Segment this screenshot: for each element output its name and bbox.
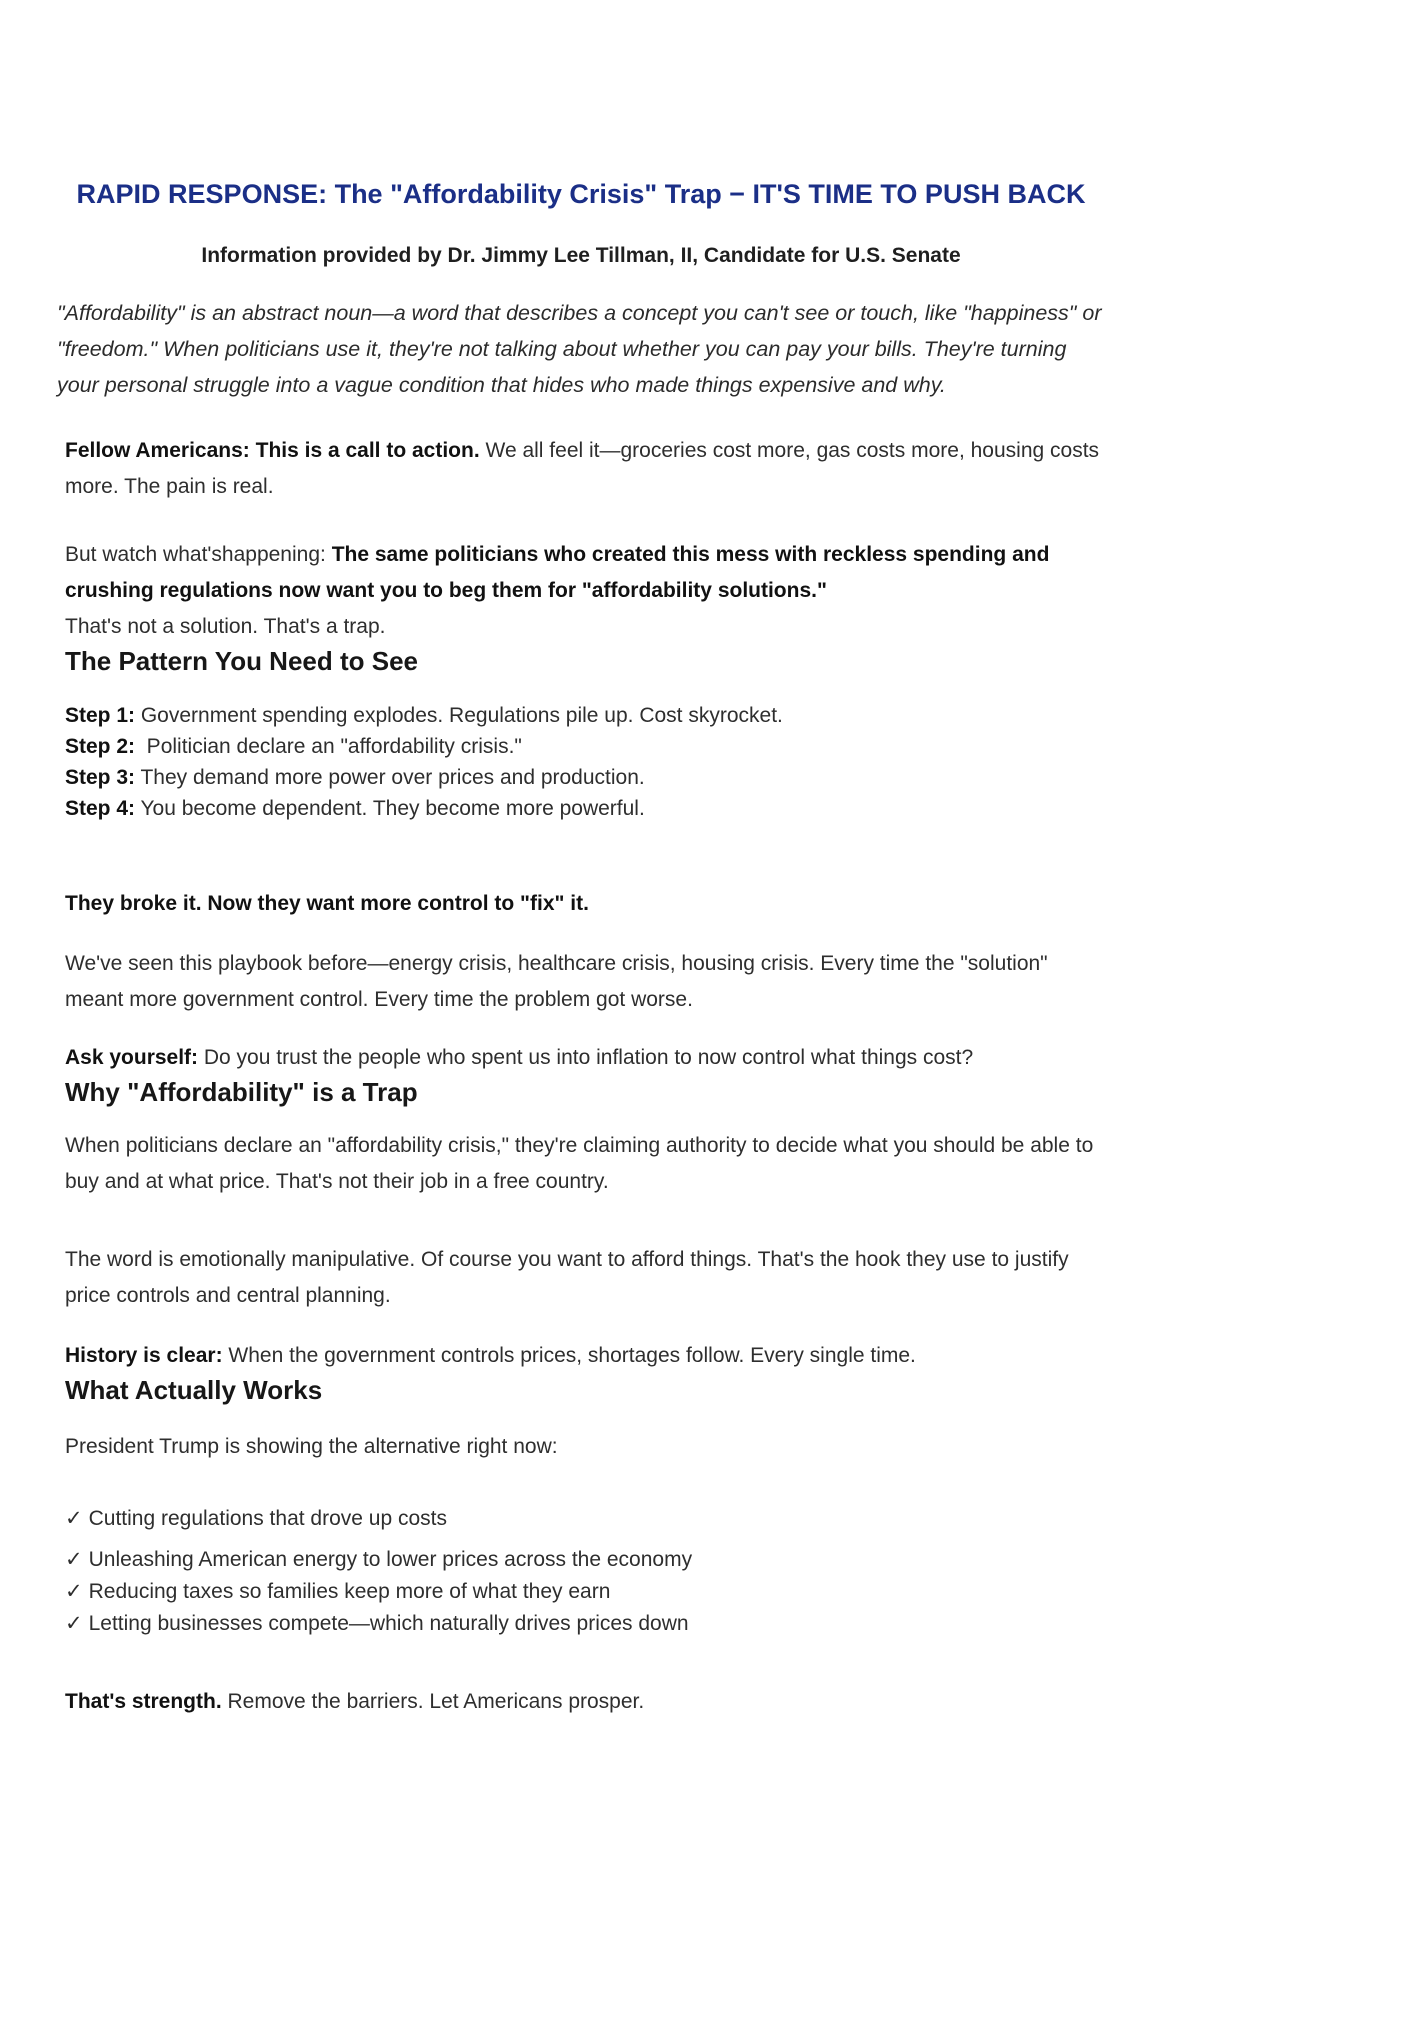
why-paragraph-1: When politicians declare an "affordability crisis," they're claiming authority to decide what you should be able to buy and at what price. That's not their job in a free country.	[65, 1134, 1094, 1194]
checklist-item	[65, 1503, 1105, 1535]
call-to-action-rest: We all feel it—groceries cost more, gas costs more, housing costs more. The pain is real.	[65, 439, 1100, 499]
checklist-item	[65, 1608, 1105, 1640]
playbook-paragraph: We've seen this playbook before—energy crisis, healthcare crisis, housing crisis. Every time the "solution" meant more government control. Every time the problem got worse.	[65, 951, 1048, 1011]
history-rest: When the government controls prices, shortages follow. Every single time.	[222, 1344, 916, 1368]
watch-tail: That's not a solution. That's a trap.	[65, 615, 386, 639]
step-row	[65, 762, 1105, 793]
step-row	[65, 700, 1105, 731]
ask-lead: Ask yourself:	[65, 1045, 199, 1069]
step-label: Step 3:	[65, 765, 136, 789]
document-body	[65, 433, 1105, 1720]
section-heading-why: Why "Affordability" is a Trap	[65, 1076, 418, 1107]
why-paragraph-2: The word is emotionally manipulative. Of course you want to afford things. That's the hook they use to justify price controls and central planning.	[65, 1248, 1069, 1308]
step-label: Step 1:	[65, 703, 136, 727]
checklist-item-text: Reducing taxes so families keep more of what they earn	[88, 1579, 611, 1603]
step-text: Politician declare an "affordability crisis."	[135, 734, 522, 758]
history-lead: History is clear:	[65, 1344, 223, 1368]
call-to-action-lead: Fellow Americans: This is a call to action.	[65, 439, 480, 463]
broke-lead-paragraph	[65, 886, 1105, 922]
subtitle: Information provided by Dr. Jimmy Lee Tillman, II, Candidate for U.S. Senate	[201, 243, 961, 267]
broke-lead: They broke it. Now they want more control to "fix" it.	[65, 891, 589, 915]
step-row	[65, 793, 1105, 824]
history-paragraph	[65, 1338, 1105, 1374]
watch-lead: But watch what'shappening:	[65, 543, 332, 567]
checklist-item	[65, 1544, 1105, 1576]
section-heading-works: What Actually Works	[65, 1375, 323, 1406]
section-heading-pattern: The Pattern You Need to See	[65, 646, 419, 677]
closing-rest: Remove the barriers. Let Americans prosper.	[221, 1689, 645, 1713]
checklist	[65, 1503, 1105, 1640]
call-to-action-paragraph	[65, 433, 1105, 505]
works-intro-paragraph: President Trump is showing the alternative right now:	[65, 1434, 558, 1458]
checklist-item-text: Unleashing American energy to lower prices across the economy	[88, 1547, 693, 1571]
step-text: You become dependent. They become more powerful.	[135, 796, 645, 820]
watch-paragraph	[65, 537, 1105, 645]
closing-lead: That's strength.	[65, 1689, 222, 1713]
closing-paragraph	[65, 1684, 1105, 1720]
steps-list	[65, 700, 1105, 824]
page-title: RAPID RESPONSE: The "Affordability Crisis" Trap − IT'S TIME TO PUSH BACK	[76, 179, 1086, 209]
checklist-item-text: Cutting regulations that drove up costs	[88, 1506, 447, 1530]
step-label: Step 2:	[65, 734, 136, 758]
checklist-item	[65, 1576, 1105, 1608]
check-icon: ✓	[65, 1579, 83, 1603]
watch-bold: The same politicians who created this mess with reckless spending and crushing regulations now want you to beg them for "affordability solutions."	[65, 543, 1050, 603]
step-text: Government spending explodes. Regulations pile up. Cost skyrocket.	[135, 703, 783, 727]
intro-paragraph: "Affordability" is an abstract noun—a word that describes a concept you can't see or touch, like "happiness" or "freedom." When politicians use it, they're not talking about whether you can pay your bills. They're turning your personal struggle into a vague condition that hides who made things expensive and why.	[57, 301, 1102, 398]
step-row	[65, 731, 1105, 762]
check-icon: ✓	[65, 1506, 83, 1530]
ask-rest: Do you trust the people who spent us into inflation to now control what things cost?	[198, 1045, 974, 1069]
check-icon: ✓	[65, 1611, 83, 1635]
step-label: Step 4:	[65, 796, 136, 820]
checklist-item-text: Letting businesses compete—which naturally drives prices down	[88, 1611, 689, 1635]
step-text: They demand more power over prices and production.	[135, 765, 645, 789]
ask-paragraph	[65, 1040, 1105, 1076]
check-icon: ✓	[65, 1547, 83, 1571]
